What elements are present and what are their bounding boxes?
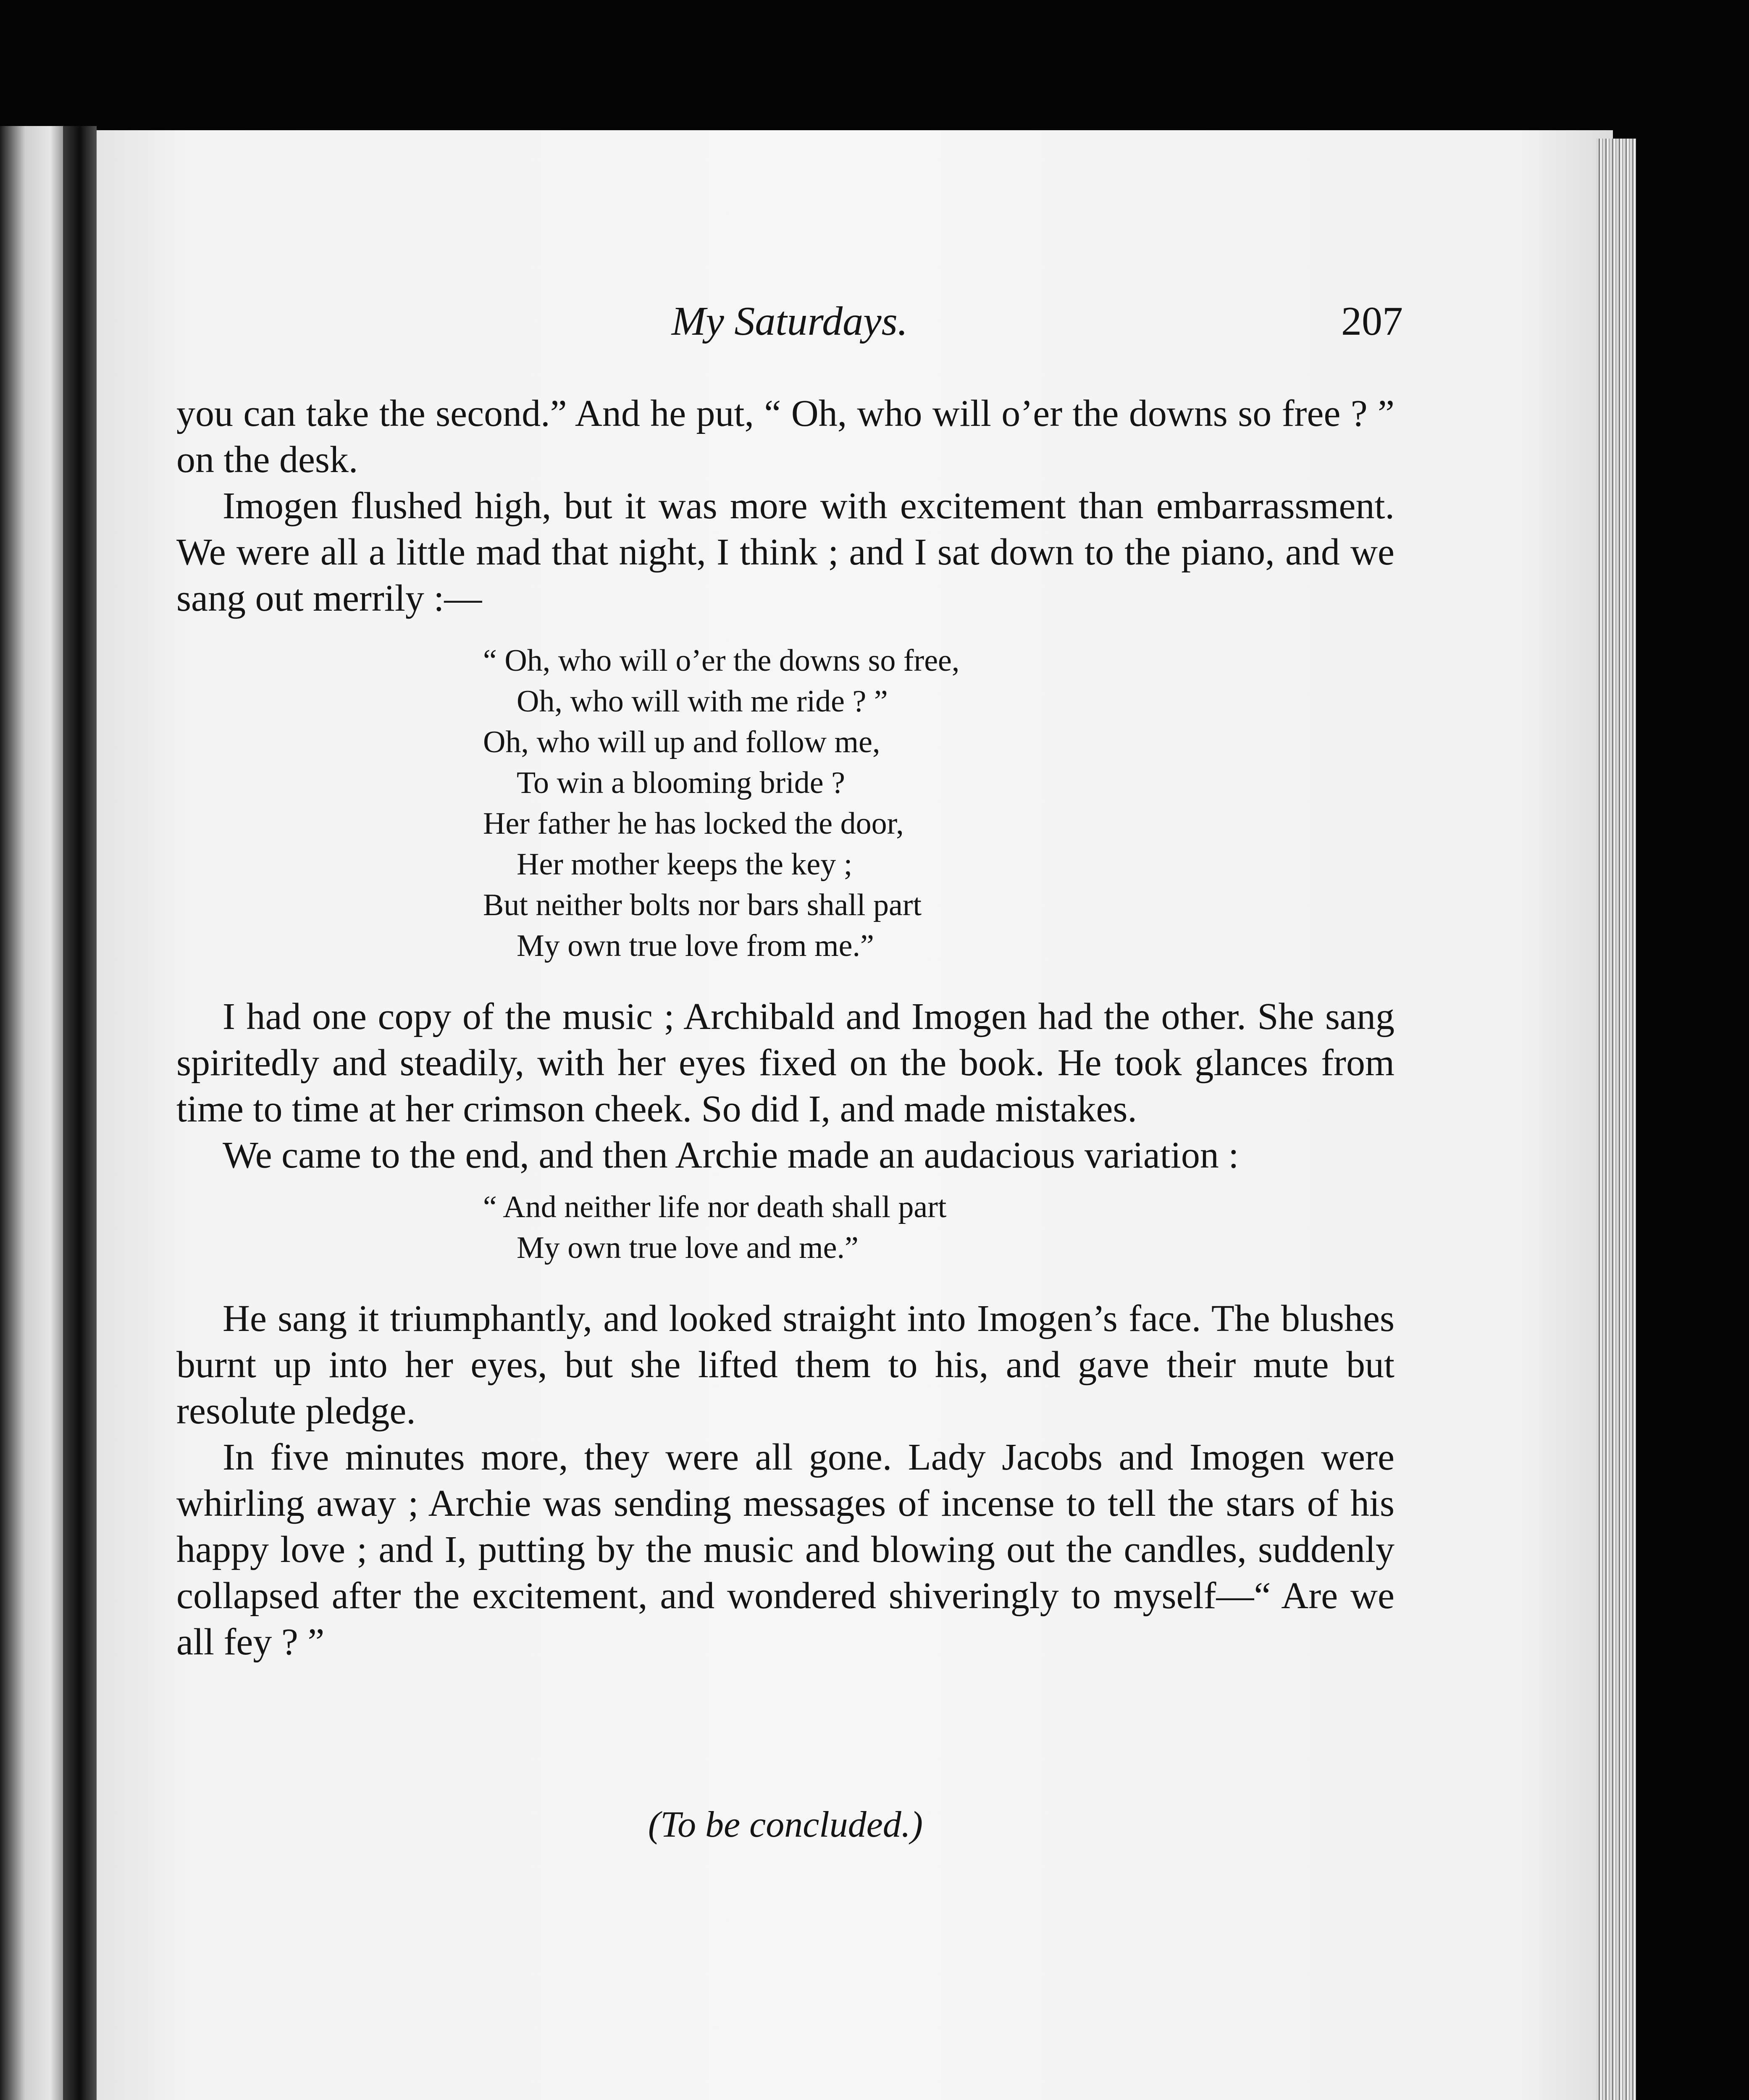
verse-line: Her mother keeps the key ; <box>517 847 853 882</box>
verse-line: My own true love from me.” <box>517 929 874 963</box>
paragraph: you can take the second.” And he put, “ Oh, who will o’er the downs so free ? ” on the desk. <box>176 393 1394 480</box>
verse-line: Oh, who will with me ride ? ” <box>517 684 888 719</box>
verse-block <box>483 1187 1394 1268</box>
paragraph: We came to the end, and then Archie made an audacious variation : <box>223 1134 1239 1176</box>
paragraph: I had one copy of the music ; Archibald and Imogen had the other. She sang spiritedly and steadily, with her eyes fixed on the book. He took glances from time to time at her crimson cheek. So did I, and made mistakes. <box>176 996 1394 1130</box>
left-page-edge <box>0 126 63 2100</box>
verse-line: Her father he has locked the door, <box>483 806 904 841</box>
paragraph: Imogen flushed high, but it was more with excitement than embarrassment. We were all a little mad that night, I think ; and I sat down to the piano, and we sang out merrily :— <box>176 485 1394 619</box>
verse-block <box>483 640 1394 966</box>
page-number: 207 <box>1341 299 1403 344</box>
verse-line: “ Oh, who will o’er the downs so free, <box>483 643 960 678</box>
page-stack-edges <box>1596 139 1636 2100</box>
concluded-text: (To be concluded.) <box>648 1804 923 1845</box>
paragraph: He sang it triumphantly, and looked straight into Imogen’s face. The blushes burnt up into her eyes, but she lifted them to his, and gave their mute but resolute pledge. <box>176 1298 1394 1432</box>
book-gutter <box>63 126 97 2100</box>
page-header <box>176 294 1403 349</box>
running-title: My Saturdays. <box>671 299 908 344</box>
to-be-concluded-note <box>176 1802 1394 1848</box>
verse-line: But neither bolts nor bars shall part <box>483 888 922 922</box>
paragraph: In five minutes more, they were all gone. Lady Jacobs and Imogen were whirling away ; Archie was sending messages of incense to tell the stars of his happy love ; and I, putting by the music and blowing out the candles, suddenly collapsed after the excitement, and wondered shiveringly to myself—“ Are we all fey ? ” <box>176 1436 1394 1663</box>
page-body <box>176 391 1394 1665</box>
verse-line: Oh, who will up and follow me, <box>483 725 880 759</box>
verse-line: To win a blooming bride ? <box>517 766 845 800</box>
verse-line: My own true love and me.” <box>517 1231 859 1265</box>
verse-line: “ And neither life nor death shall part <box>483 1190 947 1224</box>
